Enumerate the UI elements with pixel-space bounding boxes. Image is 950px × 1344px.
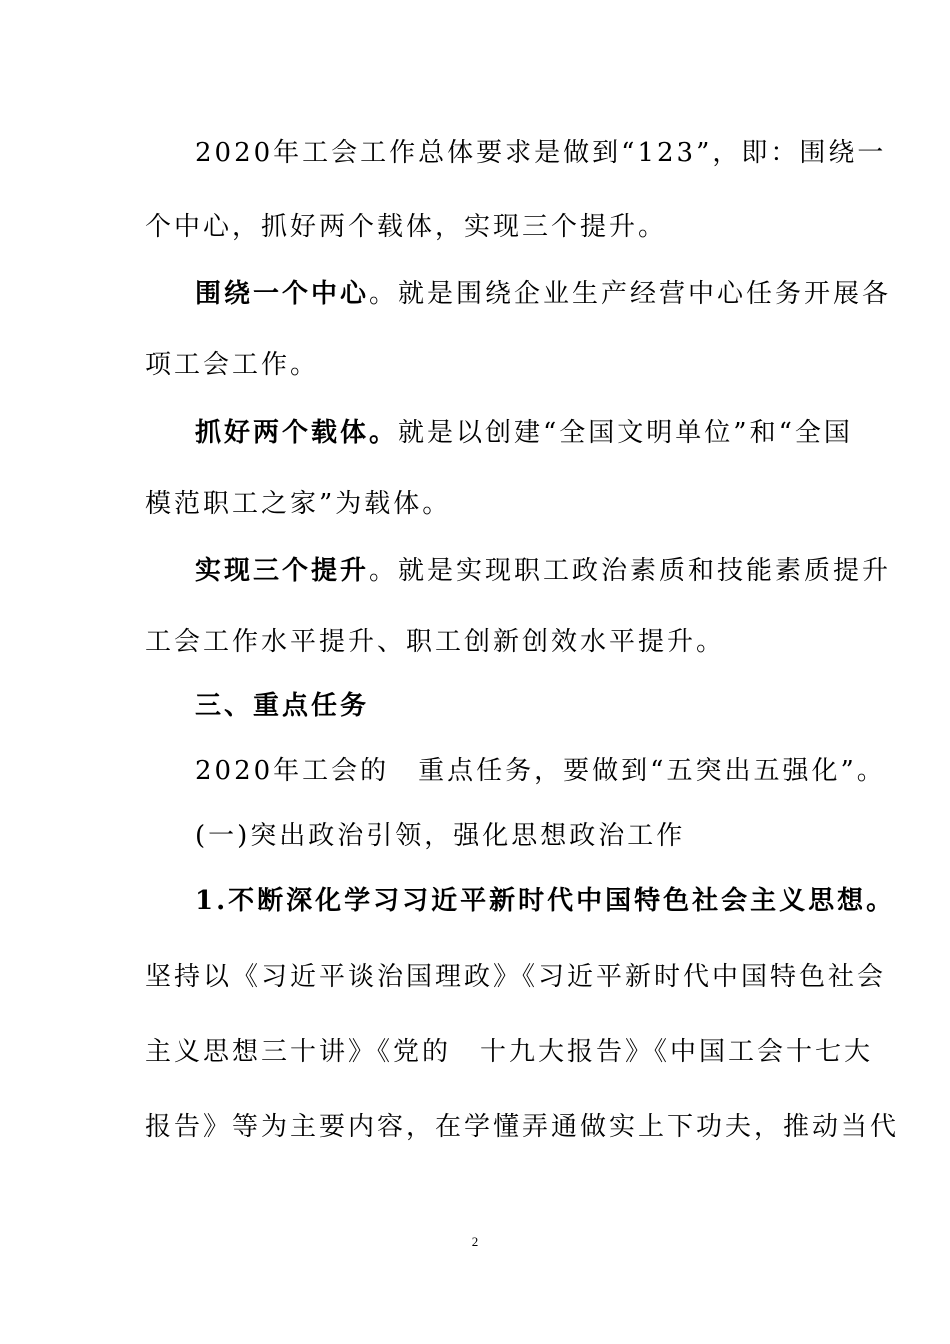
paragraph-line bbox=[195, 558, 891, 584]
paragraph-line: 工会工作水平提升、职工创新创效水平提升。 bbox=[145, 627, 726, 657]
subsection-heading: (一)突出政治引领，强化思想政治工作 bbox=[195, 821, 686, 851]
page-number: 2 bbox=[471, 1234, 479, 1249]
bold-heading: 围绕一个中心 bbox=[195, 279, 370, 309]
paragraph-line bbox=[195, 420, 853, 446]
paragraph-line: 项工会工作。 bbox=[145, 350, 320, 380]
paragraph-text: 就是以创建“全国文明单位”和“全国 bbox=[398, 418, 853, 448]
paragraph-line: 主义思想三十讲》《党的 十九大报告》《中国工会十七大 bbox=[145, 1037, 874, 1067]
paragraph-line: 报告》等为主要内容，在学懂弄通做实上下功夫，推动当代 bbox=[145, 1112, 900, 1142]
paragraph-line: 模范职工之家”为载体。 bbox=[145, 489, 452, 519]
paragraph-line bbox=[195, 281, 891, 307]
paragraph-line: 2020年工会的 重点任务，要做到“五突出五强化”。 bbox=[195, 756, 886, 786]
bold-heading: 实现三个提升 bbox=[195, 556, 370, 586]
paragraph-line: 坚持以《习近平谈治国理政》《习近平新时代中国特色社会 bbox=[145, 962, 887, 992]
section-heading: 三、重点任务 bbox=[195, 691, 370, 721]
paragraph-line: 个中心，抓好两个载体，实现三个提升。 bbox=[145, 212, 668, 242]
paragraph-line: 2020年工会工作总体要求是做到“123”，即：围绕一 bbox=[195, 138, 887, 168]
bold-heading: 抓好两个载体。 bbox=[195, 418, 399, 448]
paragraph-text: 。就是实现职工政治素质和技能素质提升 bbox=[369, 556, 892, 586]
paragraph-text: 。就是围绕企业生产经营中心任务开展各 bbox=[369, 279, 892, 309]
item-heading: 1.不断深化学习习近平新时代中国特色社会主义思想。 bbox=[195, 886, 896, 916]
